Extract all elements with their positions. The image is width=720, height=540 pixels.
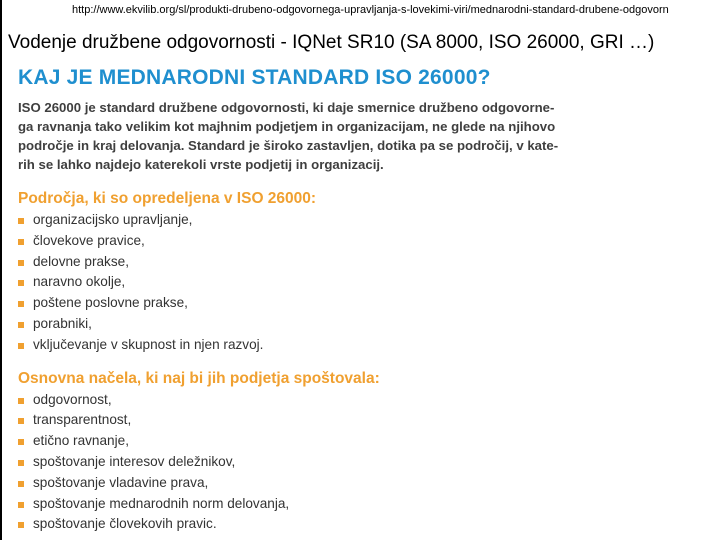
list-item: spoštovanje mednarodnih norm delovanja, — [18, 494, 558, 515]
list-item: vključevanje v skupnost in njen razvoj. — [18, 335, 558, 356]
list-item: delovne prakse, — [18, 252, 558, 273]
list-item: porabniki, — [18, 314, 558, 335]
bullet-square-icon — [18, 460, 24, 466]
intro-line: rih se lahko najdejo katerekoli vrste podjetij in organizacij. — [18, 157, 384, 172]
left-border — [0, 0, 2, 540]
intro-line: področje in kraj delovanja. Standard je široko zastavljen, dotika pa se področij, v kate- — [18, 138, 559, 153]
bullet-square-icon — [18, 239, 24, 245]
intro-line: ga ravnanja tako velikim kot majhnim podjetjem in organizacijam, ne glede na njihovo — [18, 119, 556, 134]
list-item: transparentnost, — [18, 410, 558, 431]
list-item: odgovornost, — [18, 390, 558, 411]
list-item: človekove pravice, — [18, 231, 558, 252]
document-heading: KAJ JE MEDNARODNI STANDARD ISO 26000? — [18, 66, 491, 89]
bullet-square-icon — [18, 322, 24, 328]
bullet-square-icon — [18, 481, 24, 487]
intro-paragraph — [18, 98, 558, 174]
principles-list — [18, 390, 558, 536]
bullet-square-icon — [18, 343, 24, 349]
section-heading-areas: Področja, ki so opredeljena v ISO 26000: — [18, 190, 317, 207]
bullet-square-icon — [18, 260, 24, 266]
bullet-square-icon — [18, 280, 24, 286]
list-item: spoštovanje interesov deležnikov, — [18, 452, 558, 473]
bullet-square-icon — [18, 522, 24, 528]
bullet-square-icon — [18, 301, 24, 307]
intro-line: ISO 26000 je standard družbene odgovornosti, ki daje smernice družbeno odgovorne- — [18, 100, 555, 115]
list-item: etično ravnanje, — [18, 431, 558, 452]
list-item: spoštovanje človekovih pravic. — [18, 514, 558, 535]
bullet-square-icon — [18, 439, 24, 445]
list-item: organizacijsko upravljanje, — [18, 210, 558, 231]
bullet-square-icon — [18, 502, 24, 508]
list-item: poštene poslovne prakse, — [18, 293, 558, 314]
areas-list — [18, 210, 558, 356]
source-url: http://www.ekvilib.org/sl/produkti-drubeno-odgovornega-upravljanja-s-lovekimi-viri/mednarodni-standard-drubene-odgovorn — [72, 4, 669, 16]
bullet-square-icon — [18, 218, 24, 224]
list-item: spoštovanje vladavine prava, — [18, 473, 558, 494]
document-image — [18, 64, 558, 535]
section-heading-principles: Osnovna načela, ki naj bi jih podjetja spoštovala: — [18, 369, 380, 387]
bullet-square-icon — [18, 418, 24, 424]
bullet-square-icon — [18, 398, 24, 404]
list-item: naravno okolje, — [18, 272, 558, 293]
slide-title: Vodenje družbene odgovornosti - IQNet SR10 (SA 8000, ISO 26000, GRI …) — [8, 32, 655, 53]
